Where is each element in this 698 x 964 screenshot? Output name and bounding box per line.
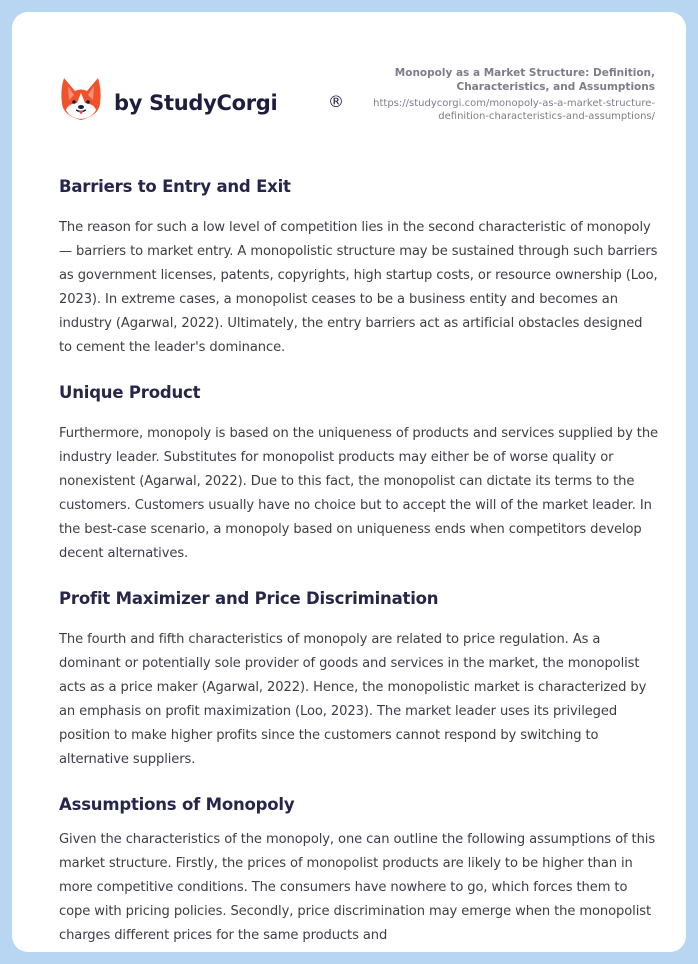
section-profit-maximizer xyxy=(59,586,659,772)
section-paragraph: Given the characteristics of the monopoly, one can outline the following assumptions of this market structure. Firstly, the prices of monopolist products are likely to be higher than in more competitive conditions. The consumers have nowhere to go, which forces them to cope with pricing policies. Secondly, price discrimination may emerge when the monopolist charges different prices for the same products and xyxy=(59,832,656,943)
section-heading: Assumptions of Monopoly xyxy=(59,795,295,814)
studycorgi-logo[interactable] xyxy=(60,76,344,122)
document-header xyxy=(12,12,686,152)
section-heading: Barriers to Entry and Exit xyxy=(59,177,291,196)
document-title: Monopoly as a Market Structure: Definition, Characteristics, and Assumptions xyxy=(394,67,655,93)
section-assumptions xyxy=(59,792,659,948)
section-paragraph: The reason for such a low level of competition lies in the second characteristic of monopoly — barriers to market entry. A monopolistic structure may be sustained through such barriers as government licenses, patents, copyrights, high startup costs, or resource ownership (Loo, 2023). In extreme cases, a monopolist ceases to be a business entity and becomes an industry (Agarwal, 2022). Ultimately, the entry barriers act as artificial obstacles designed to cement the leader's dominance. xyxy=(59,220,658,355)
section-heading: Unique Product xyxy=(59,383,201,402)
section-barriers xyxy=(59,174,659,360)
registered-mark: ® xyxy=(328,92,344,111)
section-unique-product xyxy=(59,380,659,566)
article-content xyxy=(59,174,659,952)
section-heading: Profit Maximizer and Price Discrimination xyxy=(59,589,439,608)
document-card xyxy=(12,12,686,952)
section-paragraph: Furthermore, monopoly is based on the uniqueness of products and services supplied by the industry leader. Substitutes for monopolist products may either be of worse quality or nonexistent (Agarwal, 2022). Due to this fact, the monopolist can dictate its terms to the customers. Customers usually have no choice but to accept the will of the market leader. In the best-case scenario, a monopoly based on uniqueness ends when competitors develop decent alternatives. xyxy=(59,426,658,561)
document-meta xyxy=(325,66,655,123)
logo-text: by StudyCorgi xyxy=(114,91,278,115)
document-url-link[interactable]: https://studycorgi.com/monopoly-as-a-market-structure-definition-characteristics-and-assumptions/ xyxy=(373,98,655,122)
section-paragraph: The fourth and fifth characteristics of monopoly are related to price regulation. As a dominant or potentially sole provider of goods and services in the market, the monopolist acts as a price maker (Agarwal, 2022). Hence, the monopolistic market is characterized by an emphasis on profit maximization (Loo, 2023). The market leader uses its privileged position to make higher profits since the customers cannot respond by switching to alternative suppliers. xyxy=(59,632,647,767)
corgi-icon xyxy=(60,76,102,122)
